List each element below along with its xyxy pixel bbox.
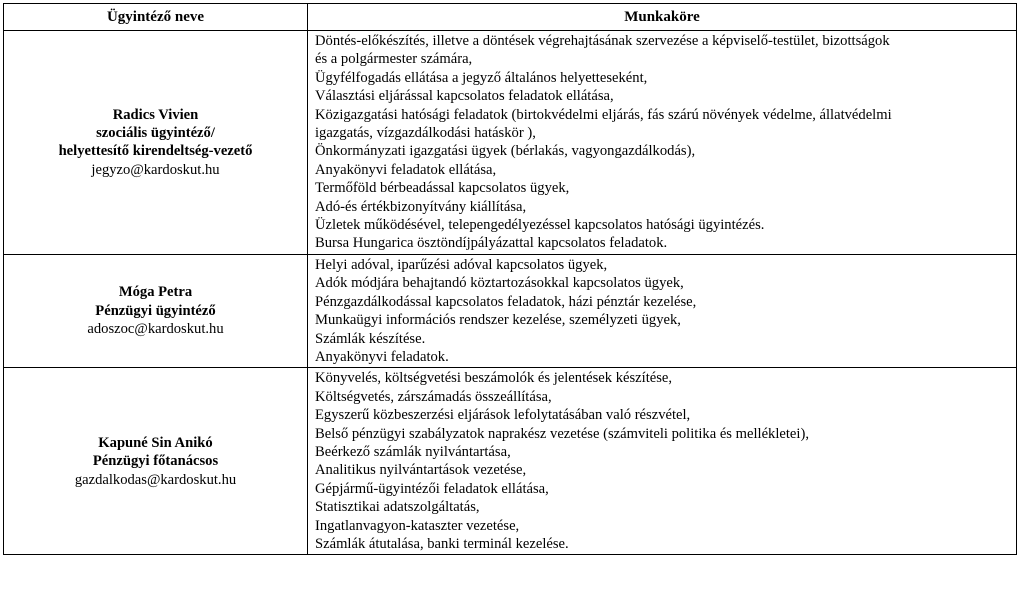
duty-item: Helyi adóval, iparűzési adóval kapcsolatos ügyek, — [315, 256, 608, 273]
duties-cell — [308, 254, 1017, 367]
header-row — [4, 4, 1017, 31]
duty-item: Üzletek működésével, telepengedélyezéssel kapcsolatos hatósági ügyintézés. — [315, 217, 765, 234]
duty-item: Belső pénzügyi szabályzatok naprakész vezetése (számviteli politika és mellékletei), — [315, 425, 809, 442]
header-duties: Munkaköre — [308, 4, 1017, 31]
person-cell — [4, 31, 308, 255]
duty-item: Számlák készítése. — [315, 330, 426, 347]
duties-cell — [308, 368, 1017, 555]
staff-duties-table — [3, 3, 1017, 555]
duty-item: Anyakönyvi feladatok ellátása, — [315, 161, 497, 178]
duty-item: Adó-és értékbizonyítvány kiállítása, — [315, 198, 527, 215]
duty-item: Választási eljárással kapcsolatos feladatok ellátása, — [315, 88, 614, 105]
duty-item: Munkaügyi információs rendszer kezelése, személyzeti ügyek, — [315, 312, 681, 329]
duty-item: Közigazgatási hatósági feladatok (birtokvédelmi eljárás, fás szárú növények védelme, állatvédelmi — [315, 106, 892, 123]
duty-item: Bursa Hungarica ösztöndíjpályázattal kapcsolatos feladatok. — [315, 235, 668, 252]
duty-item: Önkormányzati igazgatási ügyek (bérlakás, vagyongazdálkodás), — [315, 143, 696, 160]
duty-item: Költségvetés, zárszámadás összeállítása, — [315, 388, 552, 405]
duty-item: Beérkező számlák nyilvántartása, — [315, 443, 511, 460]
duty-item: Anyakönyvi feladatok. — [315, 348, 449, 365]
duty-item: Könyvelés, költségvetési beszámolók és jelentések készítése, — [315, 370, 673, 387]
header-name: Ügyintéző neve — [4, 4, 308, 31]
duty-item: Döntés-előkészítés, illetve a döntések végrehajtásának szervezése a képviselő-testület, bizottságok — [315, 33, 890, 49]
person-title: Pénzügyi főtanácsos — [92, 453, 219, 470]
duty-item: Számlák átutalása, banki terminál kezelése. — [315, 535, 569, 552]
person-name: Radics Vivien — [112, 106, 199, 123]
person-title: helyettesítő kirendeltség-vezető — [58, 143, 253, 160]
duty-item: Pénzgazdálkodással kapcsolatos feladatok, házi pénztár kezelése, — [315, 293, 697, 310]
person-name: Móga Petra — [118, 284, 193, 301]
table-row — [4, 254, 1017, 367]
table-row — [4, 31, 1017, 255]
table-row — [4, 368, 1017, 555]
person-title: Pénzügyi ügyintéző — [95, 302, 216, 319]
duty-item: Statisztikai adatszolgáltatás, — [315, 499, 480, 516]
duties-cell — [308, 31, 1017, 255]
person-cell — [4, 254, 308, 367]
duty-item: és a polgármester számára, — [315, 51, 473, 68]
person-title: szociális ügyintéző/ — [96, 125, 215, 142]
duty-item: Termőföld bérbeadással kapcsolatos ügyek, — [315, 180, 570, 197]
duty-item: igazgatás, vízgazdálkodási hatáskör ), — [315, 125, 536, 142]
duty-item: Ingatlanvagyon-kataszter vezetése, — [315, 517, 520, 534]
person-email: jegyzo@kardoskut.hu — [91, 161, 220, 178]
person-email: adoszoc@kardoskut.hu — [87, 321, 224, 338]
duty-item: Gépjármű-ügyintézői feladatok ellátása, — [315, 480, 549, 497]
duty-item: Adók módjára behajtandó köztartozásokkal kapcsolatos ügyek, — [315, 275, 684, 292]
person-cell — [4, 368, 308, 555]
person-email: gazdalkodas@kardoskut.hu — [74, 471, 237, 488]
person-name: Kapuné Sin Anikó — [98, 434, 213, 451]
duty-item: Egyszerű közbeszerzési eljárások lefolytatásában való részvétel, — [315, 407, 691, 424]
duty-item: Analitikus nyilvántartások vezetése, — [315, 462, 527, 479]
duty-item: Ügyfélfogadás ellátása a jegyző általános helyetteseként, — [315, 69, 648, 86]
